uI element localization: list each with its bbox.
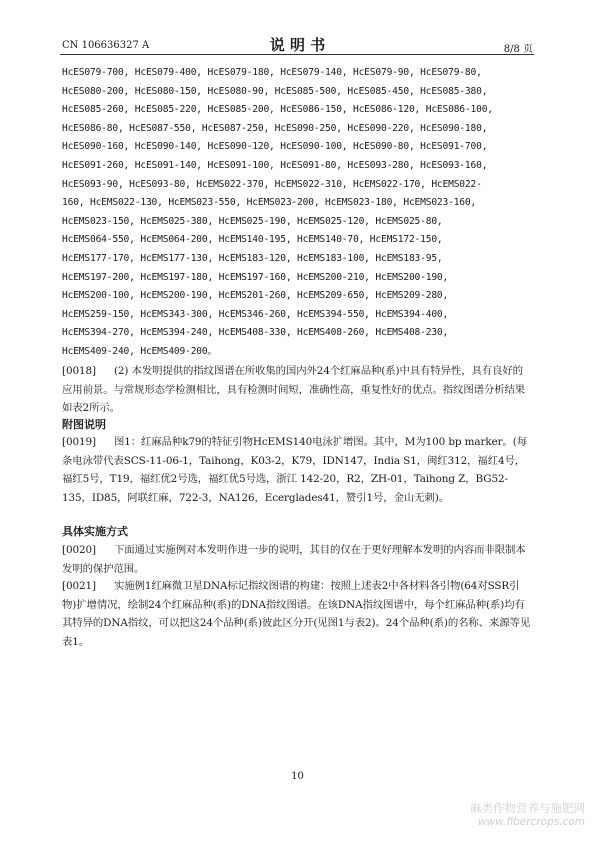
- section-heading-figures: 附图说明: [62, 418, 106, 431]
- primer-line: HcEMS259-150, HcEMS343-300, HcEMS346-260, HcEMS394-550, HcEMS394-400,: [62, 308, 449, 320]
- paragraph-0021: [62, 577, 532, 651]
- primer-line: 160, HcEMS022-130, HcEMS023-550, HcEMS023-200, HcEMS023-180, HcEMS023-160,: [62, 197, 477, 209]
- primer-line: HcES093-90, HcES093-80, HcEMS022-370, HcEMS022-310, HcEMS022-170, HcEMS022-: [62, 178, 482, 190]
- primer-line: HcEMS177-170, HcEMS177-130, HcEMS183-120, HcEMS183-100, HcEMS183-95,: [62, 252, 443, 264]
- paragraph-text: 图1：红麻品种k79的特征引物HcEMS140电泳扩增图。其中，M为100 bp marker。(每条电泳带代表SCS-11-06-1，Taihong，K03-2，K79，IDN147，India S1，闽红312，福红4号，福红5号，T19，福红优2号选，福红优5号选，浙江 142-20，R2，ZH-01，Taihong Z，BG52-135，ID85，阿联红麻，722-3，NA126，Ecerglades41，赞引1号，金山无刺)。: [62, 436, 527, 504]
- primer-line: HcES080-200, HcES080-150, HcES080-90, HcES085-500, HcES085-450, HcES085-380,: [62, 85, 488, 97]
- paragraph-text: (2) 本发明提供的指纹图谱在所收集的国内外24个红麻品种(系)中具有特异性，具有良好的应用前景。与常规形态学检测相比，具有检测时间短，准确性高，重复性好的优点。指纹图谱分析结果如表2所示。: [62, 365, 526, 415]
- watermark: [470, 800, 585, 828]
- primer-line: HcES091-260, HcES091-140, HcES091-100, HcES091-80, HcES093-280, HcES093-160,: [62, 159, 488, 171]
- paragraph-number: [0021]: [62, 580, 96, 592]
- watermark-url: www.fibercrops.com: [477, 816, 585, 828]
- primer-line: HcEMS409-240, HcEMS409-200。: [62, 345, 217, 357]
- primer-line: HcES086-80, HcES087-550, HcES087-250, HcES090-250, HcES090-220, HcES090-180,: [62, 122, 488, 134]
- page-number: 10: [291, 771, 304, 782]
- paragraph-text: 实施例1红麻微卫星DNA标记指纹图谱的构建：按照上述表2中各材料各引物(64对SSR引物)扩增情况，绘制24个红麻品种(系)的DNA指纹图谱。在该DNA指纹图谱中，每个红麻品种(系)均有其特异的DNA指纹，可以把这24个品种(系)彼此区分开(见图1与表2)。24个品种(系)的名称、来源等见表1。: [62, 580, 531, 648]
- paragraph-0019: [62, 433, 532, 507]
- primer-line: HcES079-700, HcES079-400, HcES079-180, HcES079-140, HcES079-90, HcES079-80,: [62, 67, 482, 78]
- primer-line: HcES085-260, HcES085-220, HcES085-200, HcES086-150, HcES086-120, HcES086-100,: [62, 104, 493, 116]
- primer-line: HcEMS197-200, HcEMS197-180, HcEMS197-160, HcEMS200-210, HcEMS200-190,: [62, 271, 449, 283]
- paragraph-0020: [62, 541, 532, 578]
- primer-line: HcEMS023-150, HcEMS025-380, HcEMS025-190, HcEMS025-120, HcEMS025-80,: [62, 215, 443, 227]
- primer-line: HcEMS200-100, HcEMS200-190, HcEMS201-260, HcEMS209-650, HcEMS209-280,: [62, 290, 449, 302]
- watermark-title: 麻类作物营养与施肥网: [470, 801, 585, 815]
- header-rule: [60, 54, 534, 55]
- primer-line: HcES090-160, HcES090-140, HcES090-120, HcES090-100, HcES090-80, HcES091-700,: [62, 141, 488, 153]
- primer-line: HcEMS394-270, HcEMS394-240, HcEMS408-330, HcEMS408-260, HcEMS408-230,: [62, 327, 449, 339]
- paragraph-number: [0020]: [62, 544, 96, 556]
- primer-line: HcEMS064-550, HcEMS064-200, HcEMS140-195, HcEMS140-70, HcEMS172-150,: [62, 234, 443, 246]
- header-doc-id: CN 106636327 A: [62, 40, 150, 51]
- header-title: 说 明 书: [269, 36, 326, 54]
- paragraph-number: [0019]: [62, 436, 96, 448]
- paragraph-text: 下面通过实施例对本发明作进一步的说明，其目的仅在于更好理解本发明的内容而非限制本发明的保护范围。: [62, 544, 526, 575]
- primer-list: [62, 64, 532, 362]
- paragraph-number: [0018]: [62, 365, 96, 377]
- paragraph-0018: [62, 362, 532, 418]
- section-heading-embodiments: 具体实施方式: [62, 525, 128, 538]
- header-page: 8/8 页: [503, 44, 533, 55]
